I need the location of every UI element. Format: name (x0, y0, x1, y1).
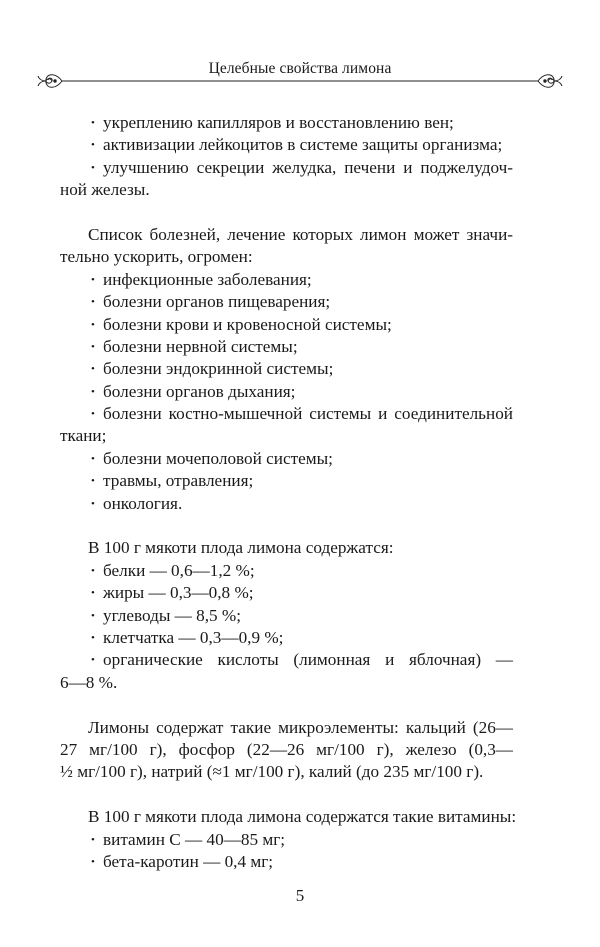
list-item: • улучшению секреции желудка, печени и поджелудоч- (88, 157, 513, 179)
list-item: • бета-каротин — 0,4 мг; (88, 851, 513, 873)
list-item: • углеводы — 8,5 %; (88, 605, 513, 627)
page-number: 5 (295, 886, 305, 905)
page-body (60, 112, 517, 873)
paragraph-line: 27 мг/100 г), фосфор (22—26 мг/100 г), железо (0,3— (60, 739, 513, 759)
list-item: • жиры — 0,3—0,8 %; (88, 582, 513, 604)
list-item: • болезни крови и кровеносной системы; (88, 314, 513, 336)
paragraph-line: Список болезней, лечение которых лимон может значи- (88, 224, 513, 244)
paragraph-gap (88, 202, 513, 224)
list-item: • болезни нервной системы; (88, 336, 513, 358)
list-item-continuation: 6—8 %. (60, 672, 118, 692)
header-ornamental-rule (36, 68, 564, 94)
list-item: • болезни органов пищеварения; (88, 291, 513, 313)
ornament-flourish-icon (36, 68, 564, 94)
right-flourish-icon (538, 75, 562, 88)
left-flourish-icon (38, 75, 62, 88)
list-item: • активизации лейкоцитов в системе защиты организма; (88, 134, 513, 156)
list-item: • болезни эндокринной системы; (88, 358, 513, 380)
list-item: • онкология. (88, 493, 513, 515)
paragraph-line: Лимоны содержат такие микроэлементы: кальций (26— (88, 717, 513, 737)
list-item: • укреплению капилляров и восстановлению вен; (88, 112, 513, 134)
list-item: • витамин С — 40—85 мг; (88, 829, 513, 851)
list-item: • травмы, отравления; (88, 470, 513, 492)
list-item-continuation: ной железы. (60, 180, 150, 200)
list-item: • болезни костно-мышечной системы и соединительной (88, 403, 513, 425)
list-item: • болезни мочеполовой системы; (88, 448, 513, 470)
paragraph-gap (88, 694, 513, 716)
list-item: • белки — 0,6—1,2 %; (88, 560, 513, 582)
paragraph-line: В 100 г мякоти плода лимона содержатся: (88, 538, 394, 558)
list-item: • клетчатка — 0,3—0,9 %; (88, 627, 513, 649)
paragraph-gap (88, 515, 513, 537)
list-item: • органические кислоты (лимонная и яблочная) — (88, 649, 513, 671)
paragraph-line: ½ мг/100 г), натрий (≈1 мг/100 г), калий (до 235 мг/100 г). (60, 762, 484, 782)
running-header: Целебные свойства лимона (208, 60, 392, 77)
list-item: • болезни органов дыхания; (88, 381, 513, 403)
paragraph-line: тельно ускорить, огромен: (60, 247, 253, 267)
paragraph-gap (88, 784, 513, 806)
paragraph-line: В 100 г мякоти плода лимона содержатся такие витамины: (88, 807, 517, 827)
list-item: • инфекционные заболевания; (88, 269, 513, 291)
list-item-continuation: ткани; (60, 426, 107, 446)
